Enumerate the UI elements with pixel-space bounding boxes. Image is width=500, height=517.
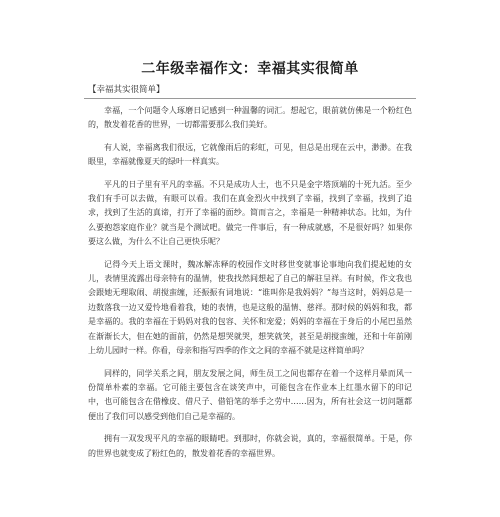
- paragraph-2: 有人说，幸福离我们很远，它就像雨后的彩虹，可见，但总是出现在云中，渺渺。在我眼里，幸福就像夏天的绿叶一样真实。: [88, 142, 412, 167]
- document-title: 二年级幸福作文：幸福其实很简单: [141, 61, 359, 77]
- paragraph-6: 拥有一双发现平凡的幸福的眼睛吧。到那时，你就会说，真的，幸福很简单。于是，你的世界也就变成了粉红色的，散发着花香的幸福世界。: [88, 434, 412, 458]
- paragraph-4: 记得今天上语文课时，魏冰解冻释的校园作文时移世变就事论事地向我们提起她的女儿，表情里流露出母亲特有的温情，使我找然间想起了自己的解驻呈祥。有时候，作文我也会跟她无理取闹、胡搅蛮缠，还振振有词地说：“谁叫你是我妈妈？”每当这时，妈妈总是一边数落我一边又爱怜地看着我，她的表情，也是这般的温情、慈祥。那时候的妈妈和我，都是幸福的。我的幸福在于妈妈对我的包容、关怀和宠爱；妈妈的幸福在于身后的小尾巴虽然在渐渐长大，但在她的面前，仍然是想哭就哭，想笑就笑，甚至是胡搅蛮缠，还和十年前刚上幼儿园时一样。你看，母亲和指写四季的作文之间的幸福不就是这样简单吗？: [88, 259, 412, 356]
- document-subtitle: 【幸福其实很简单】: [84, 83, 416, 99]
- paragraph-5: 同样的，同学关系之间，朋友发展之间，师生员工之间也都存在着一个这样月晕而风一份简单朴素的幸福。它可能主要包含在谈笑声中，可能包含在作业本上红墨水留下的印记中，也可能包含在借橡皮、借尺子、借铅笔的举手之劳中……因为，所有社会这一切问题都便出了我们可以感受到他们自己是幸福的。: [88, 368, 412, 421]
- paragraph-3: 平凡的日子里有平凡的幸福。不只是成功人士，也不只是金字塔顶端的十死九活。至少我们有手可以去做，有眼可以看。我们在真金烈火中找到了幸福，找到了幸福，找到了追求，找到了生活的真谛，打开了幸福的面纱。简而言之，幸福是一种精神状态。比如，为什么要抱怨家庭作业？就当是个测试吧。做完一件事后，有一种成就感，不是很好吗？如果你要这么做，为什么不让自己更快乐呢？: [88, 179, 412, 247]
- document-body: [88, 104, 412, 469]
- paragraph-1: 幸福，一个问题令人琢磨日记感到一种温馨的词汇。想起它，眼前就仿佛是一个粉红色的，散发着花香的世界，一切都需要那么我们美好。: [88, 106, 412, 130]
